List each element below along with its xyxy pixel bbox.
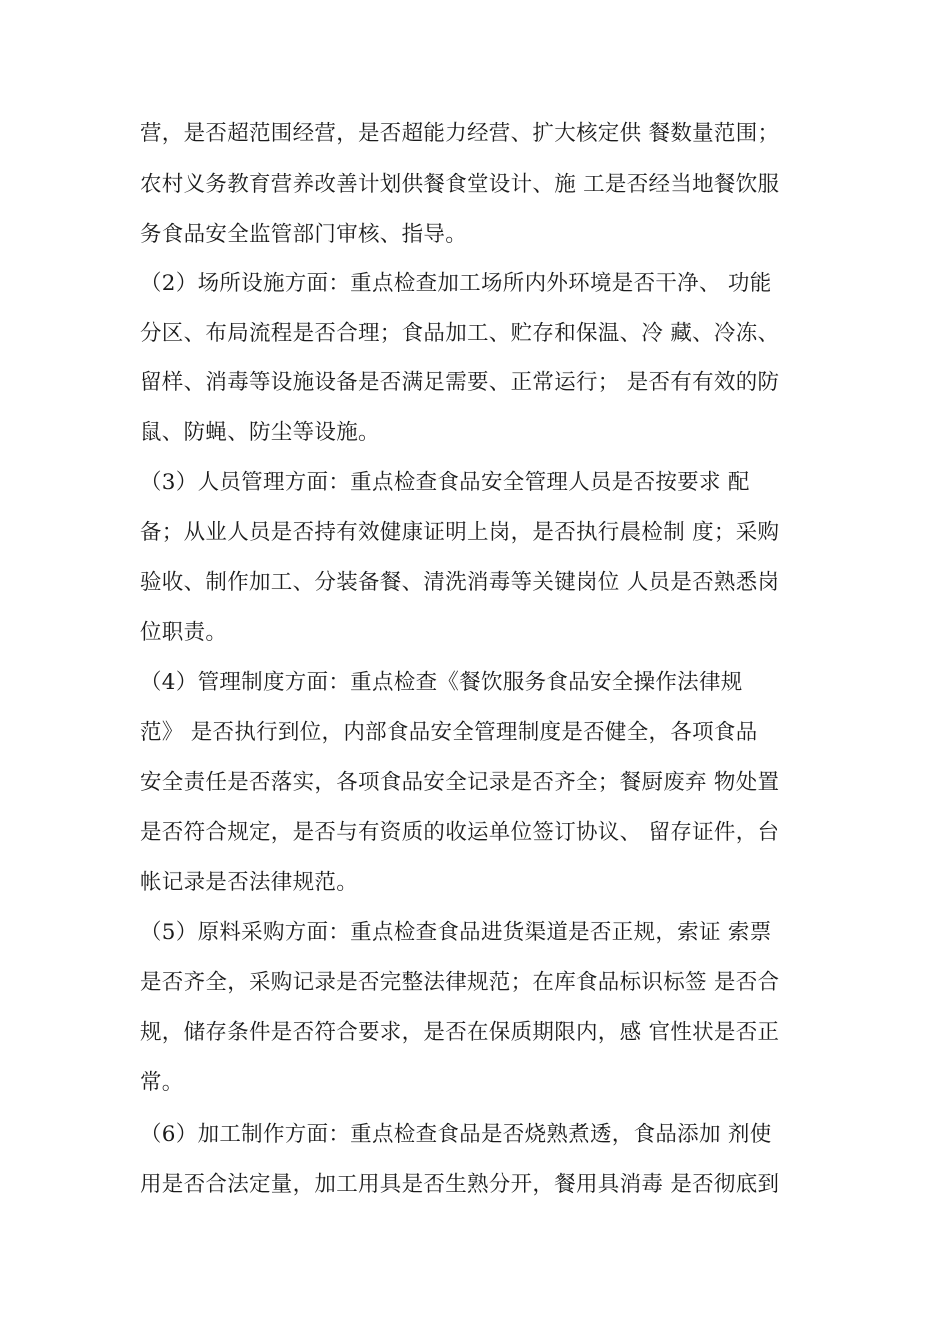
text-line: （3）人员管理方面：重点检查食品安全管理人员是否按要求 配 bbox=[140, 470, 750, 495]
text-line: 农村义务教育营养改善计划供餐食堂设计、施 工是否经当地餐饮服 bbox=[140, 172, 780, 197]
text-line: （4）管理制度方面：重点检查《餐饮服务食品安全操作法律规 bbox=[140, 670, 743, 695]
text-line: 备；从业人员是否持有效健康证明上岗，是否执行晨检制 度；采购 bbox=[140, 520, 780, 545]
text-line: 务食品安全监管部门审核、指导。 bbox=[140, 222, 468, 247]
text-line: 营，是否超范围经营，是否超能力经营、扩大核定供 餐数量范围； bbox=[140, 121, 780, 146]
text-line: 验收、制作加工、分装备餐、清洗消毒等关键岗位 人员是否熟悉岗 bbox=[140, 570, 780, 595]
text-line: 帐记录是否法律规范。 bbox=[140, 870, 359, 895]
text-line: 范》 是否执行到位，内部食品安全管理制度是否健全，各项食品 bbox=[140, 720, 758, 745]
text-line: 位职责。 bbox=[140, 620, 228, 645]
text-line: 是否符合规定，是否与有资质的收运单位签订协议、 留存证件，台 bbox=[140, 820, 780, 845]
text-line: 安全责任是否落实，各项食品安全记录是否齐全；餐厨废弃 物处置 bbox=[140, 770, 780, 795]
text-line: 规，储存条件是否符合要求，是否在保质期限内，感 官性状是否正 bbox=[140, 1020, 780, 1045]
text-line: 用是否合法定量，加工用具是否生熟分开，餐用具消毒 是否彻底到 bbox=[140, 1172, 780, 1197]
text-line: 鼠、防蝇、防尘等设施。 bbox=[140, 420, 380, 445]
text-line: （2）场所设施方面：重点检查加工场所内外环境是否干净、 功能 bbox=[140, 271, 772, 296]
text-line: 常。 bbox=[140, 1070, 184, 1095]
text-line: 是否齐全，采购记录是否完整法律规范；在库食品标识标签 是否合 bbox=[140, 970, 780, 995]
text-line: （5）原料采购方面：重点检查食品进货渠道是否正规，索证 索票 bbox=[140, 920, 772, 945]
text-line: （6）加工制作方面：重点检查食品是否烧熟煮透，食品添加 剂使 bbox=[140, 1122, 772, 1147]
text-line: 留样、消毒等设施设备是否满足需要、正常运行； 是否有有效的防 bbox=[140, 370, 780, 395]
text-line: 分区、布局流程是否合理；食品加工、贮存和保温、冷 藏、冷冻、 bbox=[140, 321, 780, 346]
